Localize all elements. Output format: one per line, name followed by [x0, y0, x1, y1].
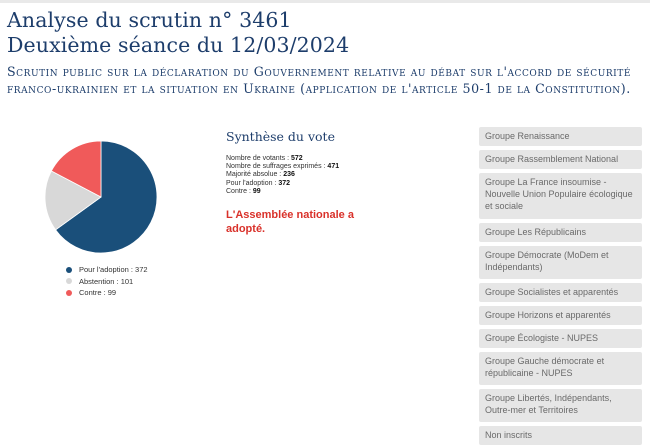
page-title [7, 8, 349, 58]
legend-dot-abstention [66, 278, 72, 284]
legend-item-pour [66, 264, 148, 276]
legend-item-contre [66, 287, 148, 299]
legend-dot-pour [66, 267, 72, 273]
scrutin-description: Scrutin public sur la déclaration du Gouvernement relative au débat sur l'accord de sécurité franco-ukrainien et la situation en Ukraine (application de l'article 50-1 de la Constitution). [7, 64, 631, 96]
legend-item-abstention [66, 276, 148, 288]
group-modem-button[interactable]: Groupe Démocrate (MoDem et Indépendants) [479, 246, 642, 279]
legend-label-contre: Contre : 99 [79, 288, 117, 298]
group-socialistes-button[interactable]: Groupe Socialistes et apparentés [479, 283, 642, 302]
stat-votants: Nombre de votants : 572 [226, 155, 303, 162]
group-horizons-button[interactable]: Groupe Horizons et apparentés [479, 306, 642, 325]
legend-dot-contre [66, 290, 72, 296]
stat-pour: Pour l'adoption : 372 [226, 179, 291, 187]
group-ecologiste-button[interactable]: Groupe Écologiste - NUPES [479, 329, 642, 348]
title-line-1: Analyse du scrutin n° 3461 [7, 8, 292, 32]
group-renaissance-button[interactable]: Groupe Renaissance [479, 127, 642, 146]
vote-result: L'Assemblée nationale a adopté. [226, 209, 354, 235]
synthese-title: Synthèse du vote [226, 129, 335, 144]
group-rn-button[interactable]: Groupe Rassemblement National [479, 150, 642, 169]
stat-suffrages: Nombre de suffrages exprimés : 471 [226, 163, 340, 171]
vote-pie-chart [45, 140, 157, 254]
groups-list [479, 127, 642, 445]
group-lfi-button[interactable]: Groupe La France insoumise - Nouvelle Union Populaire écologique et sociale [479, 173, 642, 219]
group-lr-button[interactable]: Groupe Les Républicains [479, 223, 642, 242]
pie-legend [66, 264, 148, 299]
stat-contre: Contre : 99 [226, 187, 261, 195]
legend-label-abstention: Abstention : 101 [79, 276, 134, 286]
stat-majorite: Majorité absolue : 236 [226, 171, 295, 179]
legend-label-pour: Pour l'adoption : 372 [79, 265, 148, 275]
top-border [0, 0, 650, 3]
group-non-inscrits-button[interactable]: Non inscrits [479, 426, 642, 445]
group-liot-button[interactable]: Groupe Libertés, Indépendants, Outre-mer et Territoires [479, 389, 642, 422]
title-line-2: Deuxième séance du 12/03/2024 [7, 33, 350, 57]
group-gdr-button[interactable]: Groupe Gauche démocrate et républicaine - NUPES [479, 352, 642, 385]
vote-stats [226, 155, 339, 196]
